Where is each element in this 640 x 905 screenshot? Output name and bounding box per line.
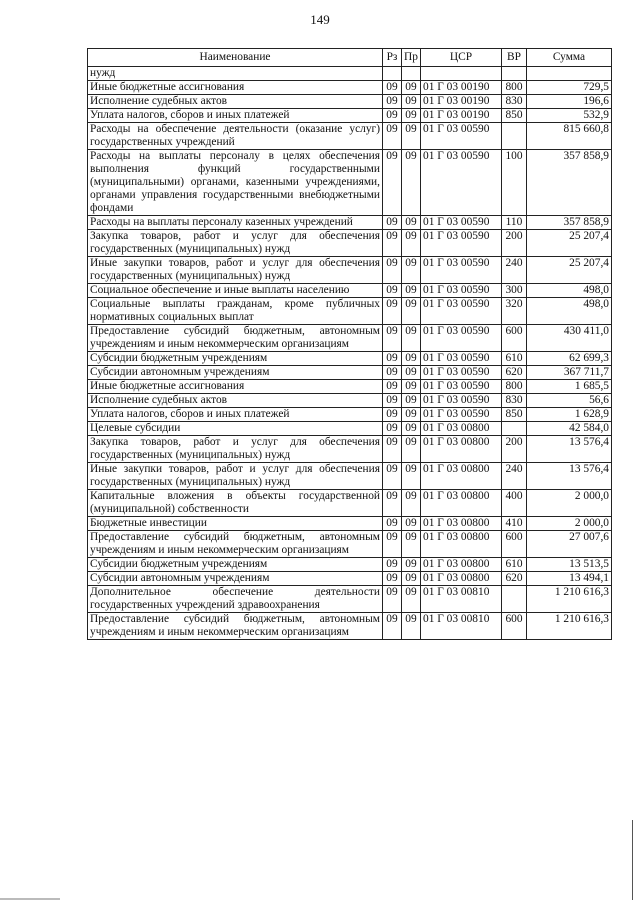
table-row	[88, 284, 612, 298]
cell-pr: 09	[402, 81, 421, 95]
cell-vr: 200	[502, 230, 527, 257]
table-row	[88, 394, 612, 408]
cell-name: Субсидии автономным учреждениям	[88, 366, 383, 380]
cell-csr: 01 Г 03 00800	[421, 517, 502, 531]
cell-rz: 09	[383, 81, 402, 95]
header-csr: ЦСР	[421, 49, 502, 67]
cell-rz: 09	[383, 463, 402, 490]
cell-sum: 367 711,7	[527, 366, 612, 380]
cell-sum: 42 584,0	[527, 422, 612, 436]
cell-rz: 09	[383, 490, 402, 517]
cell-rz: 09	[383, 284, 402, 298]
cell-csr: 01 Г 03 00590	[421, 366, 502, 380]
cell-sum: 13 576,4	[527, 436, 612, 463]
cell-csr: 01 Г 03 00590	[421, 123, 502, 150]
cell-csr: 01 Г 03 00590	[421, 394, 502, 408]
table-row	[88, 298, 612, 325]
cell-sum: 498,0	[527, 298, 612, 325]
cell-rz: 09	[383, 366, 402, 380]
cell-sum: 532,9	[527, 109, 612, 123]
cell-vr: 850	[502, 408, 527, 422]
cell-name: Социальные выплаты гражданам, кроме публичных нормативных социальных выплат	[88, 298, 383, 325]
cell-vr: 320	[502, 298, 527, 325]
cell-name: Капитальные вложения в объекты государственной (муниципальной) собственности	[88, 490, 383, 517]
cell-vr: 240	[502, 463, 527, 490]
table-row	[88, 216, 612, 230]
cell-sum: 56,6	[527, 394, 612, 408]
cell-csr: 01 Г 03 00590	[421, 298, 502, 325]
cell-pr: 09	[402, 517, 421, 531]
cell-vr: 400	[502, 490, 527, 517]
table-row	[88, 366, 612, 380]
cell-vr: 110	[502, 216, 527, 230]
cell-rz: 09	[383, 216, 402, 230]
cell-csr: 01 Г 03 00590	[421, 352, 502, 366]
cell-rz: 09	[383, 613, 402, 640]
table-row	[88, 380, 612, 394]
table-row	[88, 572, 612, 586]
cell-sum: 357 858,9	[527, 216, 612, 230]
cell-rz: 09	[383, 394, 402, 408]
page-number: 149	[310, 12, 330, 27]
cell-rz: 09	[383, 150, 402, 216]
cell-name: Предоставление субсидий бюджетным, автономным учреждениям и иным некоммерческим организациям	[88, 613, 383, 640]
table-row	[88, 230, 612, 257]
cell-vr: 240	[502, 257, 527, 284]
cell-pr: 09	[402, 150, 421, 216]
cell-rz	[383, 67, 402, 81]
cell-rz: 09	[383, 380, 402, 394]
cell-name: Предоставление субсидий бюджетным, автономным учреждениям и иным некоммерческим организациям	[88, 531, 383, 558]
cell-vr: 410	[502, 517, 527, 531]
cell-vr: 610	[502, 352, 527, 366]
cell-sum: 1 210 616,3	[527, 586, 612, 613]
cell-vr: 850	[502, 109, 527, 123]
cell-name: Иные закупки товаров, работ и услуг для обеспечения государственных (муниципальных) нужд	[88, 257, 383, 284]
cell-csr: 01 Г 03 00590	[421, 150, 502, 216]
cell-sum: 498,0	[527, 284, 612, 298]
cell-pr: 09	[402, 436, 421, 463]
cell-sum: 1 210 616,3	[527, 613, 612, 640]
cell-pr: 09	[402, 284, 421, 298]
table-row	[88, 408, 612, 422]
cell-vr: 600	[502, 325, 527, 352]
cell-sum: 13 494,1	[527, 572, 612, 586]
cell-rz: 09	[383, 95, 402, 109]
cell-sum: 729,5	[527, 81, 612, 95]
table-row	[88, 109, 612, 123]
cell-vr	[502, 67, 527, 81]
cell-name: Иные закупки товаров, работ и услуг для обеспечения государственных (муниципальных) нужд	[88, 463, 383, 490]
cell-csr: 01 Г 03 00590	[421, 257, 502, 284]
cell-csr: 01 Г 03 00800	[421, 463, 502, 490]
cell-vr: 600	[502, 613, 527, 640]
cell-sum: 1 685,5	[527, 380, 612, 394]
cell-name: Исполнение судебных актов	[88, 394, 383, 408]
cell-csr: 01 Г 03 00800	[421, 490, 502, 517]
header-pr: Пр	[402, 49, 421, 67]
table-row	[88, 325, 612, 352]
cell-sum: 196,6	[527, 95, 612, 109]
cell-name: Уплата налогов, сборов и иных платежей	[88, 408, 383, 422]
budget-table	[87, 48, 612, 640]
table-row	[88, 81, 612, 95]
cell-pr: 09	[402, 380, 421, 394]
cell-vr	[502, 422, 527, 436]
cell-csr: 01 Г 03 00590	[421, 284, 502, 298]
scan-mark	[0, 898, 60, 900]
table-row	[88, 352, 612, 366]
cell-sum: 62 699,3	[527, 352, 612, 366]
cell-name: Субсидии автономным учреждениям	[88, 572, 383, 586]
cell-rz: 09	[383, 531, 402, 558]
cell-csr: 01 Г 03 00800	[421, 422, 502, 436]
cell-pr: 09	[402, 463, 421, 490]
cell-csr: 01 Г 03 00800	[421, 572, 502, 586]
cell-pr: 09	[402, 123, 421, 150]
cell-vr	[502, 123, 527, 150]
table-row	[88, 67, 612, 81]
table-body	[88, 67, 612, 640]
table-row	[88, 257, 612, 284]
cell-vr: 620	[502, 572, 527, 586]
cell-pr: 09	[402, 95, 421, 109]
cell-vr: 200	[502, 436, 527, 463]
cell-pr: 09	[402, 422, 421, 436]
cell-csr	[421, 67, 502, 81]
cell-csr: 01 Г 03 00590	[421, 325, 502, 352]
cell-rz: 09	[383, 586, 402, 613]
cell-rz: 09	[383, 436, 402, 463]
cell-name: Закупка товаров, работ и услуг для обеспечения государственных (муниципальных) нужд	[88, 230, 383, 257]
cell-pr: 09	[402, 394, 421, 408]
table-row	[88, 517, 612, 531]
cell-name: Закупка товаров, работ и услуг для обеспечения государственных (муниципальных) нужд	[88, 436, 383, 463]
cell-name: Уплата налогов, сборов и иных платежей	[88, 109, 383, 123]
cell-rz: 09	[383, 325, 402, 352]
cell-name: Субсидии бюджетным учреждениям	[88, 352, 383, 366]
cell-sum: 430 411,0	[527, 325, 612, 352]
cell-name: Иные бюджетные ассигнования	[88, 81, 383, 95]
cell-pr: 09	[402, 408, 421, 422]
cell-pr: 09	[402, 298, 421, 325]
cell-sum: 357 858,9	[527, 150, 612, 216]
cell-rz: 09	[383, 123, 402, 150]
cell-vr: 800	[502, 380, 527, 394]
cell-pr: 09	[402, 257, 421, 284]
header-rz: Рз	[383, 49, 402, 67]
cell-rz: 09	[383, 408, 402, 422]
cell-csr: 01 Г 03 00590	[421, 408, 502, 422]
cell-csr: 01 Г 03 00810	[421, 586, 502, 613]
cell-name: Социальное обеспечение и иные выплаты населению	[88, 284, 383, 298]
cell-vr: 610	[502, 558, 527, 572]
cell-csr: 01 Г 03 00800	[421, 558, 502, 572]
cell-name: Бюджетные инвестиции	[88, 517, 383, 531]
cell-rz: 09	[383, 109, 402, 123]
cell-rz: 09	[383, 422, 402, 436]
cell-sum: 27 007,6	[527, 531, 612, 558]
cell-pr: 09	[402, 109, 421, 123]
table-row	[88, 558, 612, 572]
cell-pr: 09	[402, 352, 421, 366]
cell-sum: 13 576,4	[527, 463, 612, 490]
table-row	[88, 490, 612, 517]
cell-sum: 2 000,0	[527, 517, 612, 531]
table-row	[88, 436, 612, 463]
cell-pr: 09	[402, 230, 421, 257]
cell-sum	[527, 67, 612, 81]
cell-name: Субсидии бюджетным учреждениям	[88, 558, 383, 572]
cell-sum: 13 513,5	[527, 558, 612, 572]
cell-sum: 25 207,4	[527, 257, 612, 284]
table-row	[88, 613, 612, 640]
table-row	[88, 95, 612, 109]
cell-pr: 09	[402, 366, 421, 380]
cell-rz: 09	[383, 257, 402, 284]
cell-vr: 600	[502, 531, 527, 558]
table-row	[88, 463, 612, 490]
cell-name: Расходы на выплаты персоналу казенных учреждений	[88, 216, 383, 230]
cell-pr: 09	[402, 490, 421, 517]
cell-vr: 830	[502, 394, 527, 408]
cell-vr: 800	[502, 81, 527, 95]
cell-csr: 01 Г 03 00590	[421, 216, 502, 230]
cell-csr: 01 Г 03 00800	[421, 531, 502, 558]
cell-pr: 09	[402, 531, 421, 558]
cell-rz: 09	[383, 558, 402, 572]
header-vr: ВР	[502, 49, 527, 67]
cell-csr: 01 Г 03 00800	[421, 436, 502, 463]
cell-rz: 09	[383, 572, 402, 586]
cell-csr: 01 Г 03 00810	[421, 613, 502, 640]
cell-pr: 09	[402, 325, 421, 352]
cell-vr: 300	[502, 284, 527, 298]
cell-sum: 815 660,8	[527, 123, 612, 150]
cell-name: Целевые субсидии	[88, 422, 383, 436]
table-row	[88, 150, 612, 216]
table-row	[88, 123, 612, 150]
cell-name: Иные бюджетные ассигнования	[88, 380, 383, 394]
header-name: Наименование	[88, 49, 383, 67]
cell-vr: 830	[502, 95, 527, 109]
cell-pr	[402, 67, 421, 81]
margin-rule	[632, 820, 633, 900]
cell-csr: 01 Г 03 00190	[421, 81, 502, 95]
table-row	[88, 586, 612, 613]
header-sum: Сумма	[527, 49, 612, 67]
cell-pr: 09	[402, 558, 421, 572]
cell-name: Предоставление субсидий бюджетным, автономным учреждениям и иным некоммерческим организациям	[88, 325, 383, 352]
cell-csr: 01 Г 03 00590	[421, 380, 502, 394]
cell-name: нужд	[88, 67, 383, 81]
cell-vr: 100	[502, 150, 527, 216]
cell-name: Расходы на обеспечение деятельности (оказание услуг) государственных учреждений	[88, 123, 383, 150]
cell-name: Расходы на выплаты персоналу в целях обеспечения выполнения функций государственными (муниципальными) органами, казенными учреждениями, органами управления государственными внебюджетными фондами	[88, 150, 383, 216]
table-row	[88, 531, 612, 558]
cell-pr: 09	[402, 613, 421, 640]
cell-name: Исполнение судебных актов	[88, 95, 383, 109]
cell-pr: 09	[402, 586, 421, 613]
cell-vr	[502, 586, 527, 613]
cell-name: Дополнительное обеспечение деятельности государственных учреждений здравоохранения	[88, 586, 383, 613]
cell-csr: 01 Г 03 00190	[421, 95, 502, 109]
cell-rz: 09	[383, 517, 402, 531]
cell-vr: 620	[502, 366, 527, 380]
cell-sum: 25 207,4	[527, 230, 612, 257]
cell-csr: 01 Г 03 00190	[421, 109, 502, 123]
cell-pr: 09	[402, 572, 421, 586]
cell-rz: 09	[383, 230, 402, 257]
cell-pr: 09	[402, 216, 421, 230]
table-header-row	[88, 49, 612, 67]
cell-sum: 1 628,9	[527, 408, 612, 422]
table-row	[88, 422, 612, 436]
cell-sum: 2 000,0	[527, 490, 612, 517]
cell-csr: 01 Г 03 00590	[421, 230, 502, 257]
cell-rz: 09	[383, 298, 402, 325]
cell-rz: 09	[383, 352, 402, 366]
